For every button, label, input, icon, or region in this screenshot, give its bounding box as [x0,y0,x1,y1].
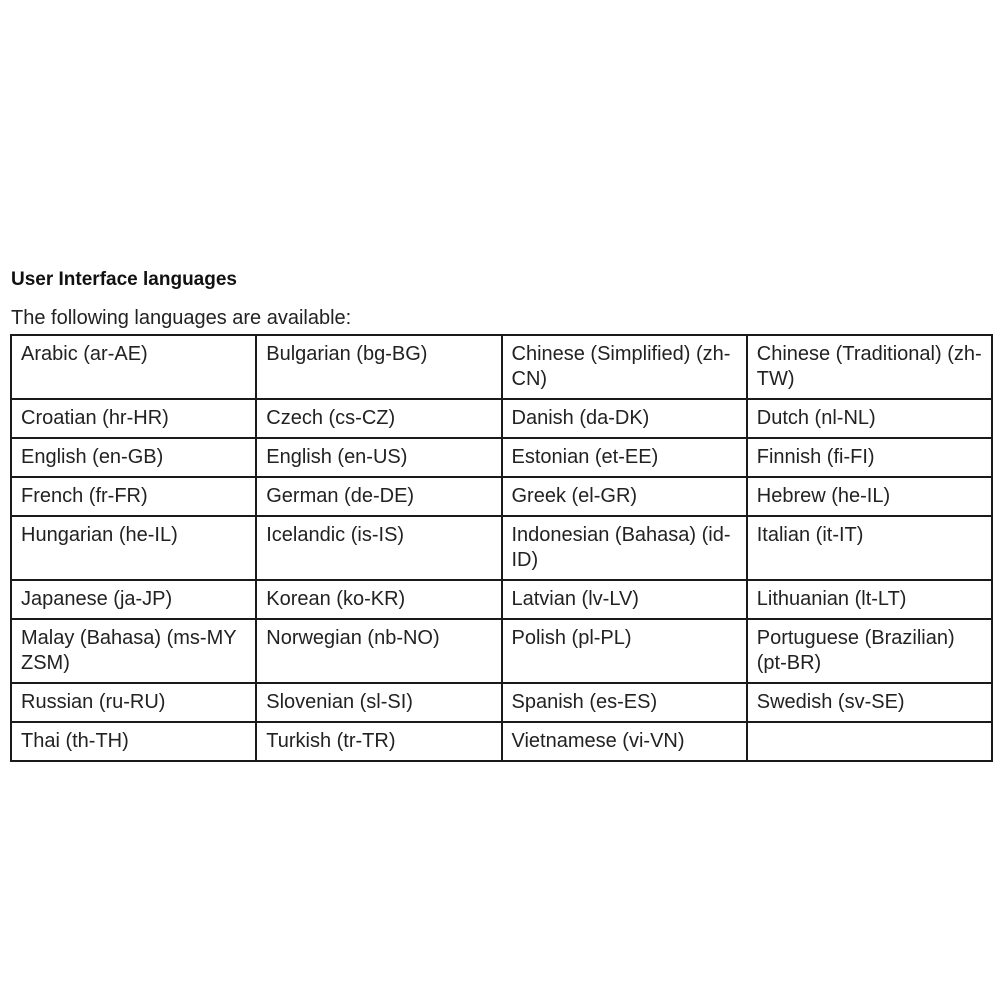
intro-text: The following languages are available: [11,307,352,329]
table-cell: Finnish (fi-FI) [747,438,992,477]
languages-table [10,334,993,762]
table-cell: Turkish (tr-TR) [256,722,501,761]
table-cell: Indonesian (Bahasa) (id-ID) [502,516,747,580]
table-row [11,477,992,516]
table-cell: French (fr-FR) [11,477,256,516]
table-cell: English (en-GB) [11,438,256,477]
table-row [11,335,992,399]
table-cell: Czech (cs-CZ) [256,399,501,438]
table-cell: German (de-DE) [256,477,501,516]
table-cell: Spanish (es-ES) [502,683,747,722]
table-cell: Croatian (hr-HR) [11,399,256,438]
table-cell: Korean (ko-KR) [256,580,501,619]
table-cell: Thai (th-TH) [11,722,256,761]
table-cell: Norwegian (nb-NO) [256,619,501,683]
table-cell: Slovenian (sl-SI) [256,683,501,722]
table-cell: Icelandic (is-IS) [256,516,501,580]
table-row [11,399,992,438]
table-cell: Danish (da-DK) [502,399,747,438]
table-cell: Chinese (Traditional) (zh-TW) [747,335,992,399]
table-row [11,722,992,761]
table-cell: Malay (Bahasa) (ms-MY ZSM) [11,619,256,683]
table-cell: Russian (ru-RU) [11,683,256,722]
table-row [11,683,992,722]
table-cell: Italian (it-IT) [747,516,992,580]
table-cell: English (en-US) [256,438,501,477]
section-heading: User Interface languages [11,269,237,290]
table-cell: Chinese (Simplified) (zh-CN) [502,335,747,399]
table-cell: Hungarian (he-IL) [11,516,256,580]
table-cell: Vietnamese (vi-VN) [502,722,747,761]
table-cell: Latvian (lv-LV) [502,580,747,619]
table-cell: Dutch (nl-NL) [747,399,992,438]
table-row [11,516,992,580]
table-cell: Lithuanian (lt-LT) [747,580,992,619]
table-cell: Bulgarian (bg-BG) [256,335,501,399]
table-cell: Greek (el-GR) [502,477,747,516]
table-cell: Arabic (ar-AE) [11,335,256,399]
table-cell: Estonian (et-EE) [502,438,747,477]
table-cell: Japanese (ja-JP) [11,580,256,619]
table-cell-empty [747,722,992,761]
table-row [11,580,992,619]
table-row [11,619,992,683]
table-row [11,438,992,477]
table-cell: Polish (pl-PL) [502,619,747,683]
table-cell: Hebrew (he-IL) [747,477,992,516]
table-cell: Swedish (sv-SE) [747,683,992,722]
table-cell: Portuguese (Brazilian) (pt-BR) [747,619,992,683]
